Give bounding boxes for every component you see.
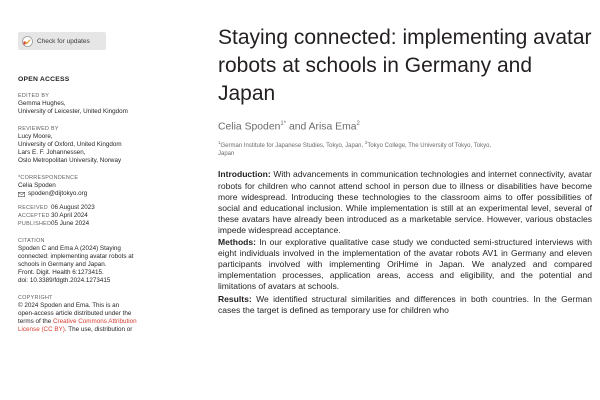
published-row [18,220,188,228]
citation-line: Front. Digit. Health 6:1273415. [18,269,104,276]
citation-doi[interactable]: doi: 10.3389/fdgth.2024.1273415 [18,277,111,284]
methods-heading: Methods: [218,237,256,248]
accepted-row [18,212,188,220]
author-name[interactable]: Celia Spoden [218,121,281,133]
abstract [218,169,592,315]
copyright-line: open-access article distributed under the [18,310,132,317]
received-date: 06 August 2023 [51,204,95,211]
reviewer-2-affiliation: Oslo Metropolitan University, Norway [18,157,122,164]
copyright-label: COPYRIGHT [18,295,53,301]
author-list [218,121,592,132]
copyright-text: terms of the [18,318,53,325]
abstract-methods [218,237,592,292]
check-for-updates-label: Check for updates [37,37,90,45]
check-for-updates-icon [22,36,33,47]
dates-block [18,204,188,228]
citation-line: schools in Germany and Japan. [18,261,107,268]
results-heading: Results: [218,293,252,304]
copyright-line: © 2024 Spoden and Ema. This is an [18,302,120,309]
introduction-text: With advancements in communication technologies and internet connectivity, avatar robots for children who cannot attend school in person due to illness or disabilities have become more widespread. Introducing these technologies to the classroom aims to offer possibilities of social and educational inclusion. While implementation is still at an experimental level, several of these avatars have already been introduced as a marketable service. However, various obstacles impede widespread acceptance. [218,169,592,235]
reviewer-2-name: Lars E. F. Johannessen, [18,149,86,156]
reviewed-by-label: REVIEWED BY [18,126,59,132]
affiliations [218,139,592,158]
author-superscript: 2 [356,121,360,127]
results-text: We identified structural similarities and differences in both countries. In the German cases the target is defined as temporary use for children who [218,293,592,315]
editor-name: Gemma Hughes, [18,100,66,107]
editor-affiliation: University of Leicester, United Kingdom [18,108,128,115]
citation-label: CITATION [18,238,45,244]
reviewer-1-name: Lucy Moore, [18,133,53,140]
article-main [218,24,592,317]
accepted-label: ACCEPTED [18,213,50,219]
accepted-date: 30 April 2024 [51,212,88,219]
introduction-heading: Introduction: [218,169,271,180]
received-label: RECEIVED [18,205,48,211]
affiliation-text: German Institute for Japanese Studies, Tokyo, Japan, [220,143,365,150]
edited-by-label: EDITED BY [18,93,50,99]
correspondence-email-row[interactable] [18,190,188,198]
author-separator: and [286,121,309,133]
abstract-introduction [218,169,592,236]
correspondence-label: *CORRESPONDENCE [18,175,79,181]
author-superscript: 1* [280,121,287,127]
reviewer-1-affiliation: University of Oxford, United Kingdom [18,141,122,148]
affiliation-number: 2 [364,140,368,146]
citation-line: connected: implementing avatar robots at [18,253,134,260]
author-name[interactable]: Arisa Ema [308,121,357,133]
copyright-line [18,326,188,334]
published-label: PUBLISHED [18,221,52,227]
article-info-sidebar [18,32,188,334]
mail-icon [18,192,25,197]
open-access-label: OPEN ACCESS [18,76,70,83]
published-date: 05 June 2024 [51,220,90,227]
affiliation-text: Tokyo College, The University of Tokyo, Tokyo, [367,143,492,150]
cc-license-link[interactable]: Creative Commons Attribution [53,318,137,325]
check-for-updates-button[interactable] [18,32,106,50]
citation-line: Spoden C and Ema A (2024) Staying [18,245,121,252]
article-title: Staying connected: implementing avatar robots at schools in Germany and Japan [218,26,592,105]
correspondence-email[interactable]: spoden@dijtokyo.org [28,190,88,197]
methods-text: In our explorative qualitative case study we conducted semi-structured interviews with eight individuals involved in the implementation of the avatar robots AV1 in Germany and eleven participants involved with implementing OriHime in Japan. We analyzed and compared implementation processes, application areas, access and eligibility, and the potential and limitations of avatars at schools. [218,237,592,292]
cc-by-link[interactable]: License (CC BY) [18,326,65,333]
copyright-line [18,318,188,326]
copyright-text: . The use, distribution or [64,326,133,333]
received-row [18,204,188,212]
affiliation-text: Japan [218,151,235,158]
affiliation-number: 1 [218,140,221,146]
abstract-results [218,294,592,316]
correspondence-name: Celia Spoden [18,182,56,189]
